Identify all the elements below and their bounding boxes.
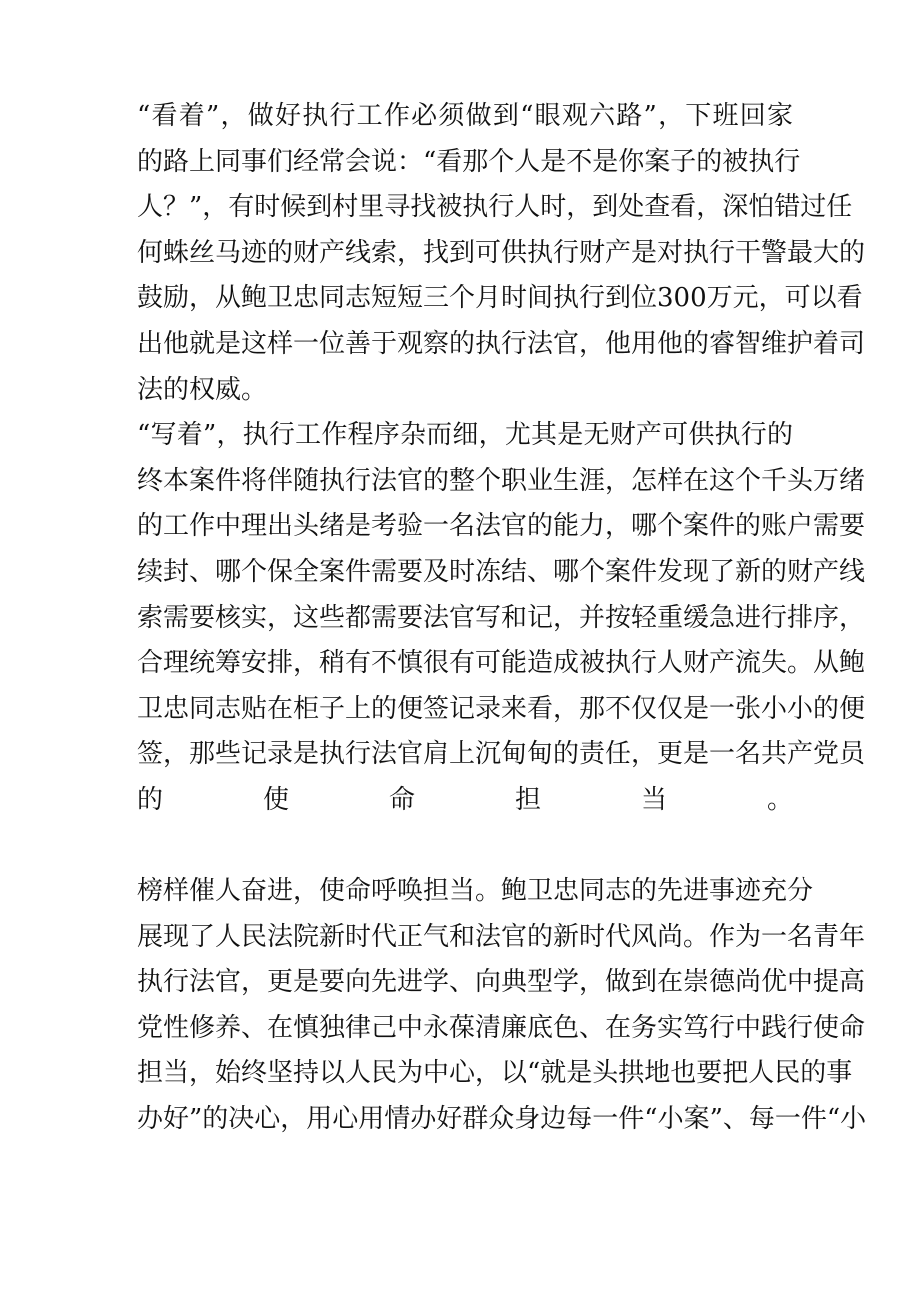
paragraph-kanzhe [137, 94, 866, 413]
text-line: 合理统筹安排，稍有不慎很有可能造成被执行人财产流失。从鲍 [137, 648, 866, 679]
text-line: “看着”，做好执行工作必须做到“眼观六路”，下班回家 [137, 101, 793, 131]
text-line: 的路上同事们经常会说：“看那个人是不是你案子的被执行 [137, 146, 801, 177]
text-line: 索需要核实，这些都需要法官写和记，并按轻重缓急进行排序， [137, 602, 866, 633]
text-line: 人？”，有时候到村里寻找被执行人时，到处查看，深怕错过任 [137, 192, 853, 223]
text-line: 法的权威。 [137, 374, 268, 405]
text-line: 续封、哪个保全案件需要及时冻结、哪个案件发现了新的财产线 [137, 556, 866, 587]
text-line: 何蛛丝马迹的财产线索，找到可供执行财产是对执行干警最大的 [137, 237, 866, 268]
text-line: 执行法官，更是要向先进学、向典型学，做到在崇德尚优中提高 [137, 967, 866, 998]
text-line: 卫忠同志贴在柜子上的便签记录来看，那不仅仅是一张小小的便 [137, 693, 866, 724]
text-line: 出他就是这样一位善于观察的执行法官，他用他的睿智维护着司 [137, 328, 866, 359]
text-line: 鼓励，从鲍卫忠同志短短三个月时间执行到位300万元，可以看 [137, 283, 863, 314]
text-line: 党性修养、在慎独律己中永葆清廉底色、在务实笃行中践行使命 [137, 1012, 866, 1043]
text-line: 的工作中理出头绪是考验一名法官的能力，哪个案件的账户需要 [137, 511, 866, 542]
text-line: 终本案件将伴随执行法官的整个职业生涯，怎样在这个千头万绪 [137, 465, 866, 496]
text-line: 榜样催人奋进，使命呼唤担当。鲍卫忠同志的先进事迹充分 [137, 876, 814, 907]
text-line: 展现了人民法院新时代正气和法官的新时代风尚。作为一名青年 [137, 921, 866, 952]
text-line: 的使命担当。 [137, 784, 793, 815]
paragraph-xiezhe [137, 413, 866, 869]
document-body [137, 94, 867, 1143]
text-line: “写着”，执行工作程序杂而细，尤其是无财产可供执行的 [137, 420, 793, 451]
paragraph-bangyang [137, 869, 867, 1143]
text-line [137, 824, 793, 870]
text-line: 办好”的决心，用心用情办好群众身边每一件“小案”、每一件“小 [137, 1104, 867, 1135]
text-line: 担当，始终坚持以人民为中心，以“就是头拱地也要把人民的事 [137, 1058, 853, 1089]
text-line: 签，那些记录是执行法官肩上沉甸甸的责任，更是一名共产党员 [137, 739, 866, 770]
